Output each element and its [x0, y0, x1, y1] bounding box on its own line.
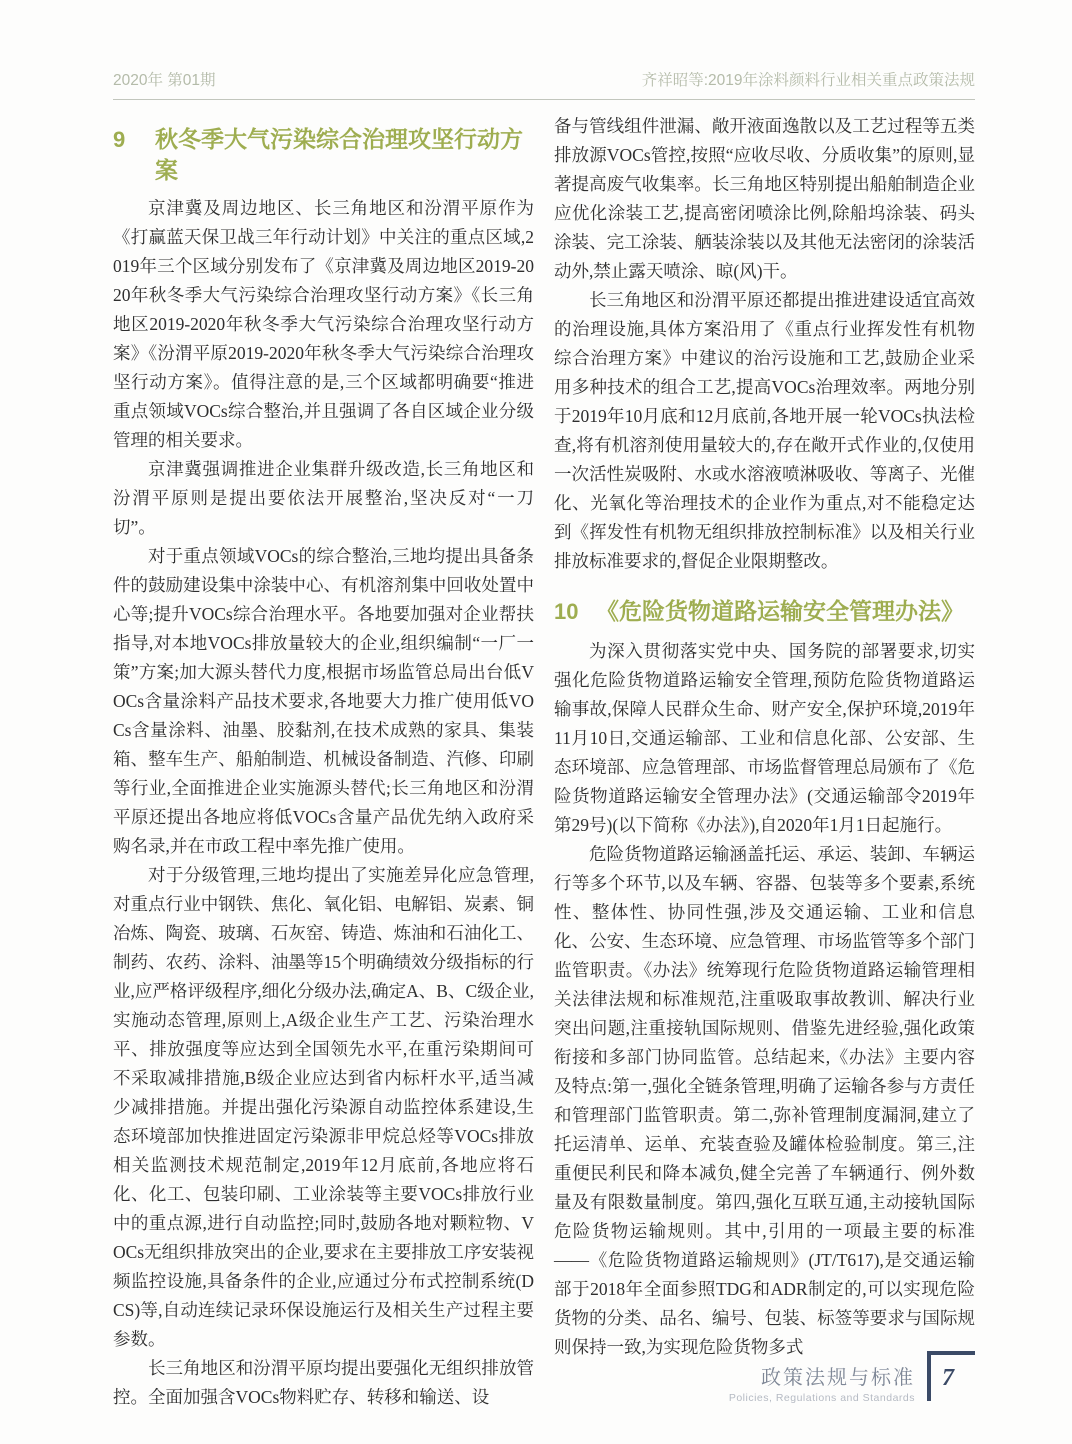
page-header: [113, 68, 975, 100]
paragraph: 长三角地区和汾渭平原均提出要强化无组织排放管控。全面加强含VOCs物料贮存、转移和输送、设: [113, 1358, 534, 1407]
header-running-title: 齐祥昭等:2019年涂料颜料行业相关重点政策法规: [641, 72, 975, 89]
footer-title-zh: 政策法规与标准: [761, 1367, 915, 1389]
section-10-title: 《危险货物道路运输安全管理办法》: [596, 598, 964, 624]
page-number: 7: [942, 1364, 954, 1391]
section-9-heading: [113, 124, 534, 186]
section-10-heading: [554, 596, 975, 627]
section-10-number: 10: [554, 599, 579, 624]
page-content: [113, 112, 975, 1412]
paragraph-continuation: 备与管线组件泄漏、敞开液面逸散以及工艺过程等五类排放源VOCs管控,按照“应收尽收、分质收集”的原则,显著提高废气收集率。长三角地区特别提出船舶制造企业应优化涂装工艺,提高密闭喷涂比例,除船坞涂装、码头涂装、完工涂装、舾装涂装以及其他无法密闭的涂装活动外,禁止露天喷涂、晾(风)干。: [554, 116, 975, 281]
page-number-box: [927, 1351, 975, 1401]
paragraph: 对于分级管理,三地均提出了实施差异化应急管理,对重点行业中钢铁、焦化、氧化铝、电解铝、炭素、铜冶炼、陶瓷、玻璃、石灰窑、铸造、炼油和石油化工、制药、农药、涂料、油墨等15个明确绩效分级指标的行业,应严格评级程序,细化分级办法,确定A、B、C级企业,实施动态管理,原则上,A级企业生产工艺、污染治理水平、排放强度等应达到全国领先水平,在重污染期间可不采取减排措施,B级企业应达到省内标杆水平,适当减少减排措施。并提出强化污染源自动监控体系建设,生态环境部加快推进固定污染源非甲烷总烃等VOCs排放相关监测技术规范制定,2019年12月底前,各地应将石化、化工、包装印刷、工业涂装等主要VOCs排放行业中的重点源,进行自动监控;同时,鼓励各地对颗粒物、VOCs无组织排放突出的企业,要求在主要排放工序安装视频监控设施,具备条件的企业,应通过分布式控制系统(DCS)等,自动连续记录环保设施运行及相关生产过程主要参数。: [113, 865, 534, 1349]
paragraph: 为深入贯彻落实党中央、国务院的部署要求,切实强化危险货物道路运输安全管理,预防危险货物道路运输事故,保障人民群众生命、财产安全,保护环境,2019年11月10日,交通运输部、工业和信息化部、公安部、生态环境部、应急管理部、市场监督管理总局颁布了《危险货物道路运输安全管理办法》(交通运输部令2019年第29号)(以下简称《办法》),自2020年1月1日起施行。: [554, 641, 975, 835]
paragraph: 危险货物道路运输涵盖托运、承运、装卸、车辆运行等多个环节,以及车辆、容器、包装等多个要素,系统性、整体性、协同性强,涉及交通运输、工业和信息化、公安、生态环境、应急管理、市场监管等多个部门监管职责。《办法》统筹现行危险货物道路运输管理相关法律法规和标准规范,注重吸取事故教训、解决行业突出问题,注重接轨国际规则、借鉴先进经验,强化政策衔接和多部门协同监管。总结起来,《办法》主要内容及特点:第一,强化全链条管理,明确了运输各参与方责任和管理部门监管职责。第二,弥补管理制度漏洞,建立了托运清单、运单、充装查验及罐体检验制度。第三,注重便民利民和降本减负,健全完善了车辆通行、例外数量及有限数量制度。第四,强化互联互通,主动接轨国际危险货物运输规则。其中,引用的一项最主要的标准——《危险货物道路运输规则》(JT/T617),是交通运输部于2018年全面参照TDG和ADR制定的,可以实现危险货物的分类、品名、编号、包装、标签等要求与国际规则保持一致,为实现危险货物多式: [554, 844, 975, 1357]
paragraph: 对于重点领域VOCs的综合整治,三地均提出具备条件的鼓励建设集中涂装中心、有机溶剂集中回收处置中心等;提升VOCs综合治理水平。各地要加强对企业帮扶指导,对本地VOCs排放量较大的企业,组织编制“一厂一策”方案;加大源头替代力度,根据市场监管总局出台低VOCs含量涂料产品技术要求,各地要大力推广使用低VOCs含量涂料、油墨、胶黏剂,在技术成熟的家具、集装箱、整车生产、船舶制造、机械设备制造、汽修、印刷等行业,全面推进企业实施源头替代;长三角地区和汾渭平原还提出各地应将低VOCs含量产品优先纳入政府采购名录,并在市政工程中率先推广使用。: [113, 546, 534, 856]
header-issue: 2020年 第01期: [113, 72, 216, 89]
right-column: [554, 112, 975, 1412]
section-9-title: 秋冬季大气污染综合治理攻坚行动方案: [155, 126, 523, 183]
footer-title-en: Policies, Regulations and Standards: [728, 1392, 915, 1404]
footer-titles: [729, 1361, 915, 1404]
left-column: [113, 112, 534, 1412]
paragraph: 长三角地区和汾渭平原还都提出推进建设适宜高效的治理设施,具体方案沿用了《重点行业挥发性有机物综合治理方案》中建议的治污设施和工艺,鼓励企业采用多种技术的组合工艺,提高VOCs治理效率。两地分别于2019年10月底和12月底前,各地开展一轮VOCs执法检查,将有机溶剂使用量较大的,存在敞开式作业的,仅使用一次活性炭吸附、水或水溶液喷淋吸收、等离子、光催化、光氧化等治理技术的企业作为重点,对不能稳定达到《挥发性有机物无组织排放控制标准》以及相关行业排放标准要求的,督促企业限期整改。: [554, 290, 975, 571]
page-footer: [729, 1351, 975, 1404]
section-9-number: 9: [113, 127, 126, 152]
paragraph: 京津冀及周边地区、长三角地区和汾渭平原作为《打赢蓝天保卫战三年行动计划》中关注的重点区域,2019年三个区域分别发布了《京津冀及周边地区2019-2020年秋冬季大气污染综合治理攻坚行动方案》《长三角地区2019-2020年秋冬季大气污染综合治理攻坚行动方案》《汾渭平原2019-2020年秋冬季大气污染综合治理攻坚行动方案》。值得注意的是,三个区域都明确要“推进重点领域VOCs综合整治,并且强调了各自区域企业分级管理的相关要求。: [113, 198, 534, 450]
paragraph: 京津冀强调推进企业集群升级改造,长三角地区和汾渭平原则是提出要依法开展整治,坚决反对“一刀切”。: [113, 459, 534, 537]
